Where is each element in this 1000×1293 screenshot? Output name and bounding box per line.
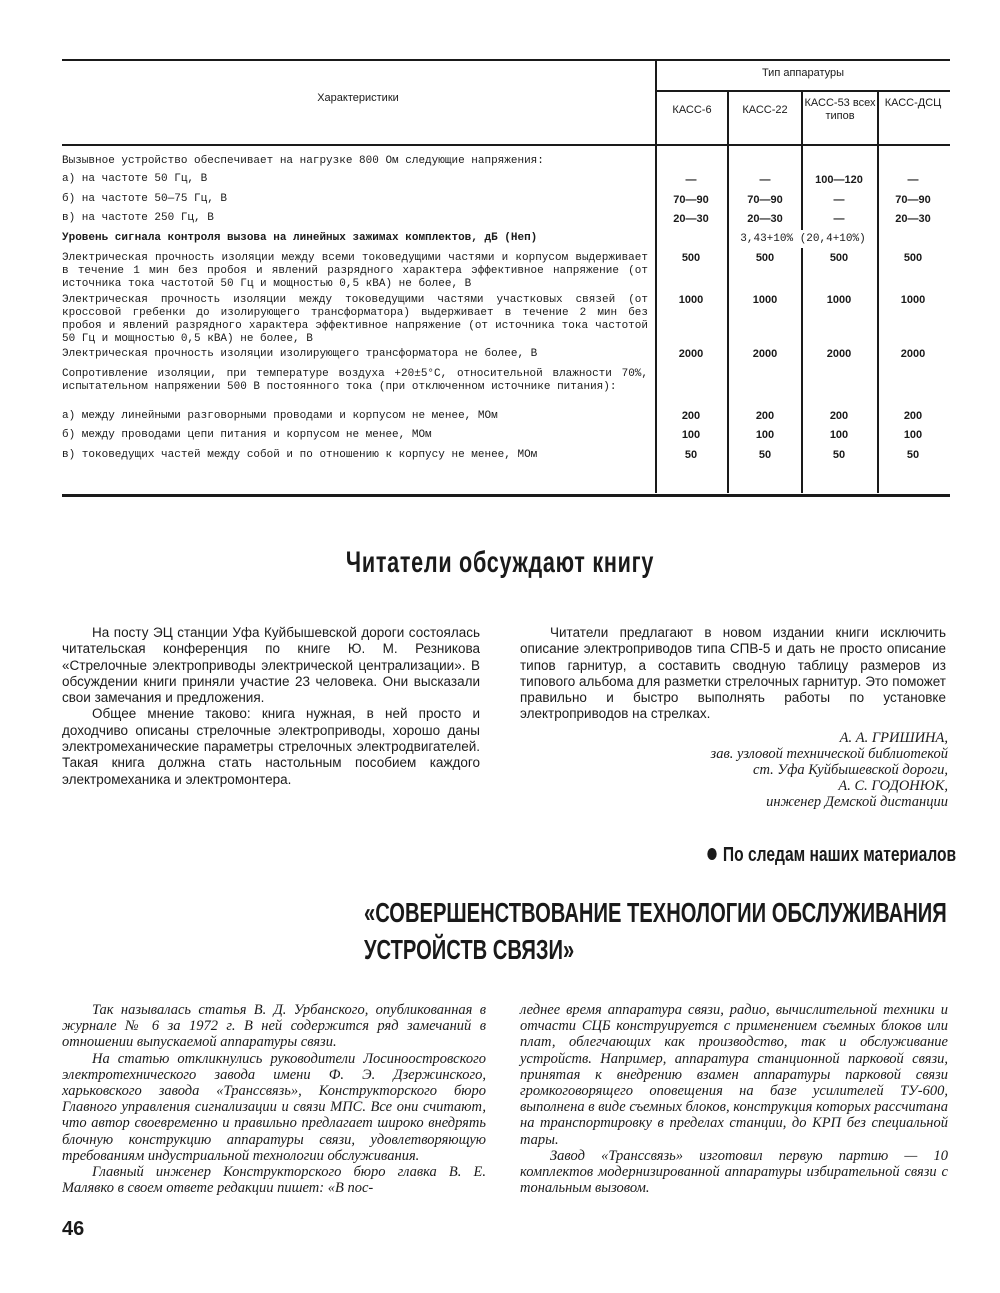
table-cell: 70—90 bbox=[673, 194, 709, 206]
table-cell: 500 bbox=[903, 252, 923, 264]
table-top-rule bbox=[62, 59, 950, 61]
paragraph: На посту ЭЦ станции Уфа Куйбышевской дороги состоялась читательская конференция по книге Ю. М. Резникова «Стрелочные электроприводы электрической централизации». В обсуждении книги приняли участие 23 человека. Они высказали свои замечания и предложения. bbox=[62, 625, 480, 706]
paragraph: Так называлась статья В. Д. Урбанского, опубликованная в журнале № 6 за 1972 г. В ней содержится ряд замечаний в отношении выпускаемой аппаратуры связи. bbox=[62, 1002, 486, 1051]
rubric-label: По следам наших материалов bbox=[722, 844, 957, 866]
signature-role: инженер Демской дистанции bbox=[766, 794, 948, 810]
table-cell: 50 bbox=[684, 449, 698, 461]
table-cell-merged: 3,43+10% (20,4+10%) bbox=[740, 233, 866, 245]
table-cell: 50 bbox=[832, 449, 846, 461]
table-cell: 50 bbox=[758, 449, 772, 461]
page-number: 46 bbox=[62, 1218, 85, 1240]
article-title bbox=[364, 894, 947, 968]
paragraph: Общее мнение таково: книга нужная, в ней просто и доходчиво описаны стрелочные электроприводы, хорошо даны электромеханические параметры стрелочных электродвигателей. Такая книга должна стать настольным пособием каждого электромеханика и электромонтера. bbox=[62, 706, 480, 787]
row-label: Электрическая прочность изоляции между токоведущими частями участковых связей (от кроссовой гребенки до изолирующего трансформатора) выдерживает в течение 2 мин без пробоя и явлений разрядного характера эффективное напряжение (от источника тока частотой 50 Гц и мощностью 0,5 кВА) не более, В bbox=[62, 294, 648, 345]
row-label: в) на частоте 250 Гц, В bbox=[62, 212, 214, 224]
row-label: б) между проводами цепи питания и корпусом не менее, МОм bbox=[62, 429, 432, 441]
signature-role: зав. узловой технической библиотекой bbox=[710, 746, 948, 762]
table-cell: 1000 bbox=[826, 294, 852, 306]
row-label: б) на частоте 50—75 Гц, В bbox=[62, 193, 228, 205]
table-cell: 200 bbox=[829, 410, 849, 422]
table-cell: 2000 bbox=[678, 348, 704, 360]
table-cell: 2000 bbox=[900, 348, 926, 360]
table-cell: 70—90 bbox=[747, 194, 783, 206]
row-label: а) между линейными разговорными проводами и корпусом не менее, МОм bbox=[62, 410, 498, 422]
row-label: Вызывное устройство обеспечивает на нагрузке 800 Ом следующие напряжения: bbox=[62, 155, 544, 167]
signature-name: А. С. ГОДОНЮК, bbox=[838, 778, 948, 794]
table-cell: 100—120 bbox=[815, 174, 863, 186]
paragraph: Главный инженер Конструкторского бюро главка В. Е. Малявко в своем ответе редакции пишет: «В пос- bbox=[62, 1164, 486, 1197]
table-cell: 50 bbox=[906, 449, 920, 461]
table-cell: 2000 bbox=[752, 348, 778, 360]
column-header: КАСС-22 bbox=[742, 104, 788, 116]
paragraph: На статью откликнулись руководители Лосиноостровского электротехнического завода имени Ф. Э. Дзержинского, харьковского завода «Транссвязь», Конструкторского бюро Главного управления сигнализации и связи МПС. Все они считают, что автор своевременно и правильно предлагает широко внедрять блочную конструкцию аппаратуры связи, удовлетворяющую требованиям индустриальной технологии обслуживания. bbox=[62, 1050, 486, 1164]
header-characteristics: Характеристики bbox=[317, 92, 399, 104]
table-cell: 100 bbox=[755, 429, 775, 441]
row-label: Уровень сигнала контроля вызова на линейных зажимах комплектов, дБ (Неп) bbox=[62, 232, 538, 244]
paragraph: Читатели предлагают в новом издании книги исключить описание электроприводов типа СПВ-5 и дать не просто описание типов гарнитур, а составить сводную таблицу размеров из типового альбома для разметки стрелочных гарнитур. Это поможет правильно и быстро выполнять работы по установке электроприводов на стрелках. bbox=[520, 625, 946, 722]
table-cell: 200 bbox=[755, 410, 775, 422]
signature-block bbox=[711, 730, 948, 810]
table-divider bbox=[656, 90, 950, 92]
table-cell: 20—30 bbox=[673, 213, 709, 225]
table-cell: 200 bbox=[681, 410, 701, 422]
column-header: КАСС-ДСЦ bbox=[884, 97, 942, 109]
table-cell: 1000 bbox=[678, 294, 704, 306]
article-title-line: «СОВЕРШЕНСТВОВАНИЕ ТЕХНОЛОГИИ ОБСЛУЖИВАНИЯ bbox=[364, 897, 947, 928]
signature-role: ст. Уфа Куйбышевской дороги, bbox=[753, 762, 948, 778]
row-label: в) токоведущих частей между собой и по отношению к корпусу не менее, МОм bbox=[62, 449, 538, 461]
table-cell: — bbox=[833, 194, 845, 206]
row-label: Сопротивление изоляции, при температуре воздуха +20±5°С, относительной влажности 70%, испытательном напряжении 500 В постоянного тока (при отключенном источнике питания): bbox=[62, 368, 648, 393]
column-header: КАСС-6 bbox=[672, 104, 712, 116]
section2-left-column bbox=[62, 1002, 486, 1196]
signature-name: А. А. ГРИШИНА, bbox=[839, 730, 948, 746]
section1-left-column bbox=[62, 625, 480, 788]
paragraph: Завод «Транссвязь» изготовил первую партию — 10 комплектов модернизированной аппаратуры избирательной связи с тональным вызовом. bbox=[520, 1147, 948, 1197]
row-label: Электрическая прочность изоляции изолирующего трансформатора не более, В bbox=[62, 348, 538, 360]
header-equipment-type: Тип аппаратуры bbox=[761, 67, 845, 79]
table-cell: — bbox=[759, 174, 771, 186]
article-title-line: УСТРОЙСТВ СВЯЗИ» bbox=[364, 934, 575, 965]
section2-right-column bbox=[520, 1002, 948, 1196]
table-cell: — bbox=[685, 174, 697, 186]
column-header: КАСС-53 всех типов bbox=[804, 97, 876, 122]
table-cell: 1000 bbox=[752, 294, 778, 306]
table-cell: 100 bbox=[829, 429, 849, 441]
table-header-rule bbox=[62, 144, 950, 146]
row-label: а) на частоте 50 Гц, В bbox=[62, 173, 208, 185]
table-cell: 20—30 bbox=[747, 213, 783, 225]
table-cell: 2000 bbox=[826, 348, 852, 360]
section-title: Читатели обсуждают книгу bbox=[345, 546, 655, 579]
table-cell: — bbox=[833, 213, 845, 225]
table-cell: 20—30 bbox=[895, 213, 931, 225]
table-cell: 1000 bbox=[900, 294, 926, 306]
table-bottom-rule bbox=[62, 494, 950, 497]
table-cell: 500 bbox=[755, 252, 775, 264]
table-cell: 500 bbox=[829, 252, 849, 264]
table-cell: — bbox=[907, 174, 919, 186]
table-cell: 200 bbox=[903, 410, 923, 422]
rubric-heading bbox=[707, 842, 957, 868]
table-cell: 70—90 bbox=[895, 194, 931, 206]
table-cell: 100 bbox=[903, 429, 923, 441]
row-label: Электрическая прочность изоляции между всеми токоведущими частями и корпусом выдерживает в течение 1 мин без пробоя и явлений разрядного характера эффективное напряжение (от источника тока частотой 50 Гц и мощностью 0,5 кВА) не более, В bbox=[62, 252, 648, 290]
bullet-dot-icon bbox=[707, 848, 716, 860]
section1-right-column bbox=[520, 625, 946, 723]
paragraph: леднее время аппаратура связи, радио, вычислительной техники и отчасти СЦБ конструируется с применением съемных блоков или плат, облегчающих как производство, так и обслуживание устройств. Например, аппаратура станционной парковой связи, принятая к внедрению взамен аппаратуры парковой связи громкоговорящего оповещения на базе усилителей ТУ-600, выполнена в виде съемных блоков, конструкция которых рассчитана на транспортировку в пределах станции, до КРП без специальной тары. bbox=[520, 1002, 948, 1148]
table-divider bbox=[655, 59, 657, 493]
table-cell: 100 bbox=[681, 429, 701, 441]
table-cell: 500 bbox=[681, 252, 701, 264]
